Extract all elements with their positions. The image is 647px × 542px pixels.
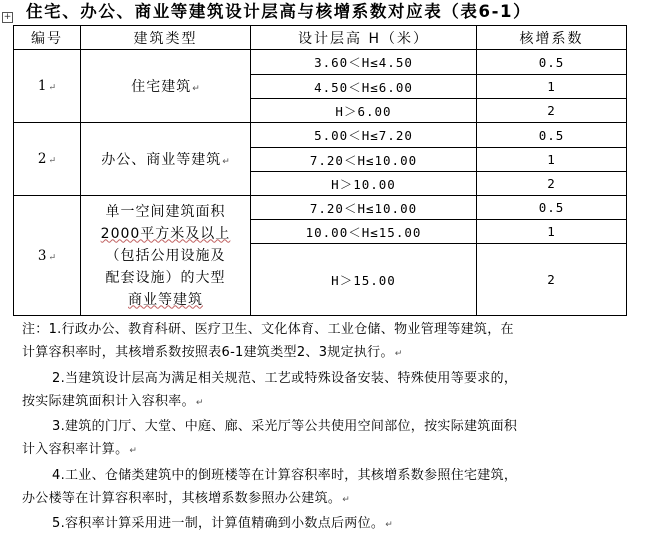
height-range: 10.00＜H≤15.00 <box>251 220 477 244</box>
note-line: 5.容积率计算采用进一制，计算值精确到小数点后两位。↵ <box>52 516 393 532</box>
coefficient: 0.5 <box>477 50 627 75</box>
header-coefficient: 核增系数 <box>477 26 627 50</box>
height-range: 4.50＜H≤6.00 <box>251 75 477 99</box>
coefficient: 2 <box>477 244 627 316</box>
header-building-type: 建筑类型 <box>81 26 251 50</box>
group-number: 2↵ <box>14 123 81 196</box>
coefficient: 0.5 <box>477 123 627 148</box>
coefficient-table <box>13 25 627 316</box>
note-line: 计入容积率计算。↵ <box>22 442 137 458</box>
coefficient: 1 <box>477 75 627 99</box>
height-range: H＞10.00 <box>251 172 477 196</box>
group-number: 1↵ <box>14 50 81 123</box>
header-number: 编号 <box>14 26 81 50</box>
building-type: 单一空间建筑面积 2000平方米及以上 （包括公用设施及 配套设施）的大型 商业等建筑 <box>81 196 251 316</box>
height-range: 3.60＜H≤4.50 <box>251 50 477 75</box>
height-range: 5.00＜H≤7.20 <box>251 123 477 148</box>
height-range: H＞15.00 <box>251 244 477 316</box>
height-range: H＞6.00 <box>251 99 477 123</box>
coefficient: 2 <box>477 99 627 123</box>
group-number: 3↵ <box>14 196 81 316</box>
coefficient: 0.5 <box>477 196 627 220</box>
note-line: 注：1.行政办公、教育科研、医疗卫生、文化体育、工业仓储、物业管理等建筑，在 <box>22 322 514 337</box>
note-line: 2.当建筑设计层高为满足相关规范、工艺或特殊设备安装、特殊使用等要求的， <box>52 370 518 386</box>
coefficient: 2 <box>477 172 627 196</box>
note-line: 办公楼等在计算容积率时，其核增系数参照办公建筑。↵ <box>22 491 350 507</box>
note-line: 按实际建筑面积计入容积率。↵ <box>22 393 204 409</box>
height-range: 7.20＜H≤10.00 <box>251 148 477 172</box>
note-line: 计算容积率时，其核增系数按照表6-1建筑类型2、3规定执行。↵ <box>22 345 403 361</box>
note-line: 4.工业、仓储类建筑中的倒班楼等在计算容积率时，其核增系数参照住宅建筑， <box>52 467 518 483</box>
table-move-handle-icon[interactable]: + <box>3 12 12 22</box>
building-type: 办公、商业等建筑↵ <box>81 123 251 196</box>
notes-section <box>22 318 632 538</box>
header-floor-height: 设计层高 H（米） <box>251 26 477 50</box>
building-type: 住宅建筑↵ <box>81 50 251 123</box>
height-range: 7.20＜H≤10.00 <box>251 196 477 220</box>
note-line: 3.建筑的门厅、大堂、中庭、廊、采光厅等公共使用空间部位，按实际建筑面积 <box>52 419 518 435</box>
coefficient: 1 <box>477 220 627 244</box>
page-title: 住宅、办公、商业等建筑设计层高与核增系数对应表（表6-1） <box>26 2 532 21</box>
coefficient: 1 <box>477 148 627 172</box>
